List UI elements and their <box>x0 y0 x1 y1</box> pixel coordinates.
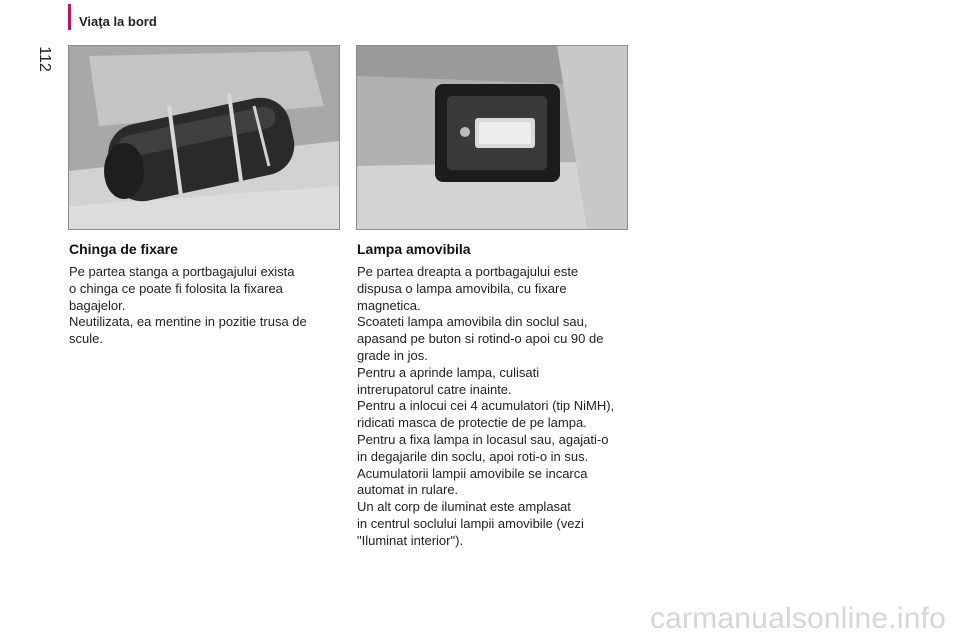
text-line: in centrul soclului lampii amovibile (vezi <box>357 515 584 531</box>
text-line: ridicati masca de protectie de pe lampa. <box>357 415 587 431</box>
text-line: apasand pe buton si rotind-o apoi cu 90 de <box>357 331 604 347</box>
text-line: dispusa o lampa amovibila, cu fixare <box>357 280 567 296</box>
text-line: scule. <box>69 331 103 347</box>
section-accent-bar <box>68 4 71 30</box>
text-line: "Iluminat interior"). <box>357 532 464 548</box>
text-line: Acumulatorii lampii amovibile se incarca <box>357 465 588 481</box>
lamp-title: Lampa amovibila <box>357 241 471 257</box>
text-line: o chinga ce poate fi folosita la fixarea <box>69 280 283 296</box>
text-line: Pe partea stanga a portbagajului exista <box>69 264 295 279</box>
strap-title: Chinga de fixare <box>69 241 178 257</box>
photo-tool-kit-strap <box>68 45 340 230</box>
lamp-description <box>357 264 632 550</box>
strap-description <box>69 264 344 348</box>
text-line: Pe partea dreapta a portbagajului este <box>357 264 579 279</box>
text-line: Pentru a inlocui cei 4 acumulatori (tip NiMH), <box>357 398 615 414</box>
text-line: grade in jos. <box>357 347 428 363</box>
text-line: intrerupatorul catre inainte. <box>357 381 512 397</box>
tool-kit-illustration <box>69 46 339 229</box>
text-line: Pentru a aprinde lampa, culisati <box>357 364 540 380</box>
text-line: bagajelor. <box>69 297 126 313</box>
text-line: Un alt corp de iluminat este amplasat <box>357 499 571 515</box>
section-header: Viaţa la bord <box>79 14 157 29</box>
text-line: in degajarile din soclu, apoi roti-o in sus. <box>357 448 589 464</box>
text-line: Pentru a fixa lampa in locasul sau, agajati-o <box>357 431 609 447</box>
photo-removable-lamp <box>356 45 628 230</box>
watermark: carmanualsonline.info <box>649 602 946 635</box>
text-line: Neutilizata, ea mentine in pozitie trusa de <box>69 314 307 330</box>
text-line: magnetica. <box>357 297 421 313</box>
text-line: automat in rulare. <box>357 482 459 498</box>
page-number: 112 <box>36 46 53 72</box>
text-line: Scoateti lampa amovibila din soclul sau, <box>357 314 588 330</box>
lamp-illustration <box>357 46 627 229</box>
